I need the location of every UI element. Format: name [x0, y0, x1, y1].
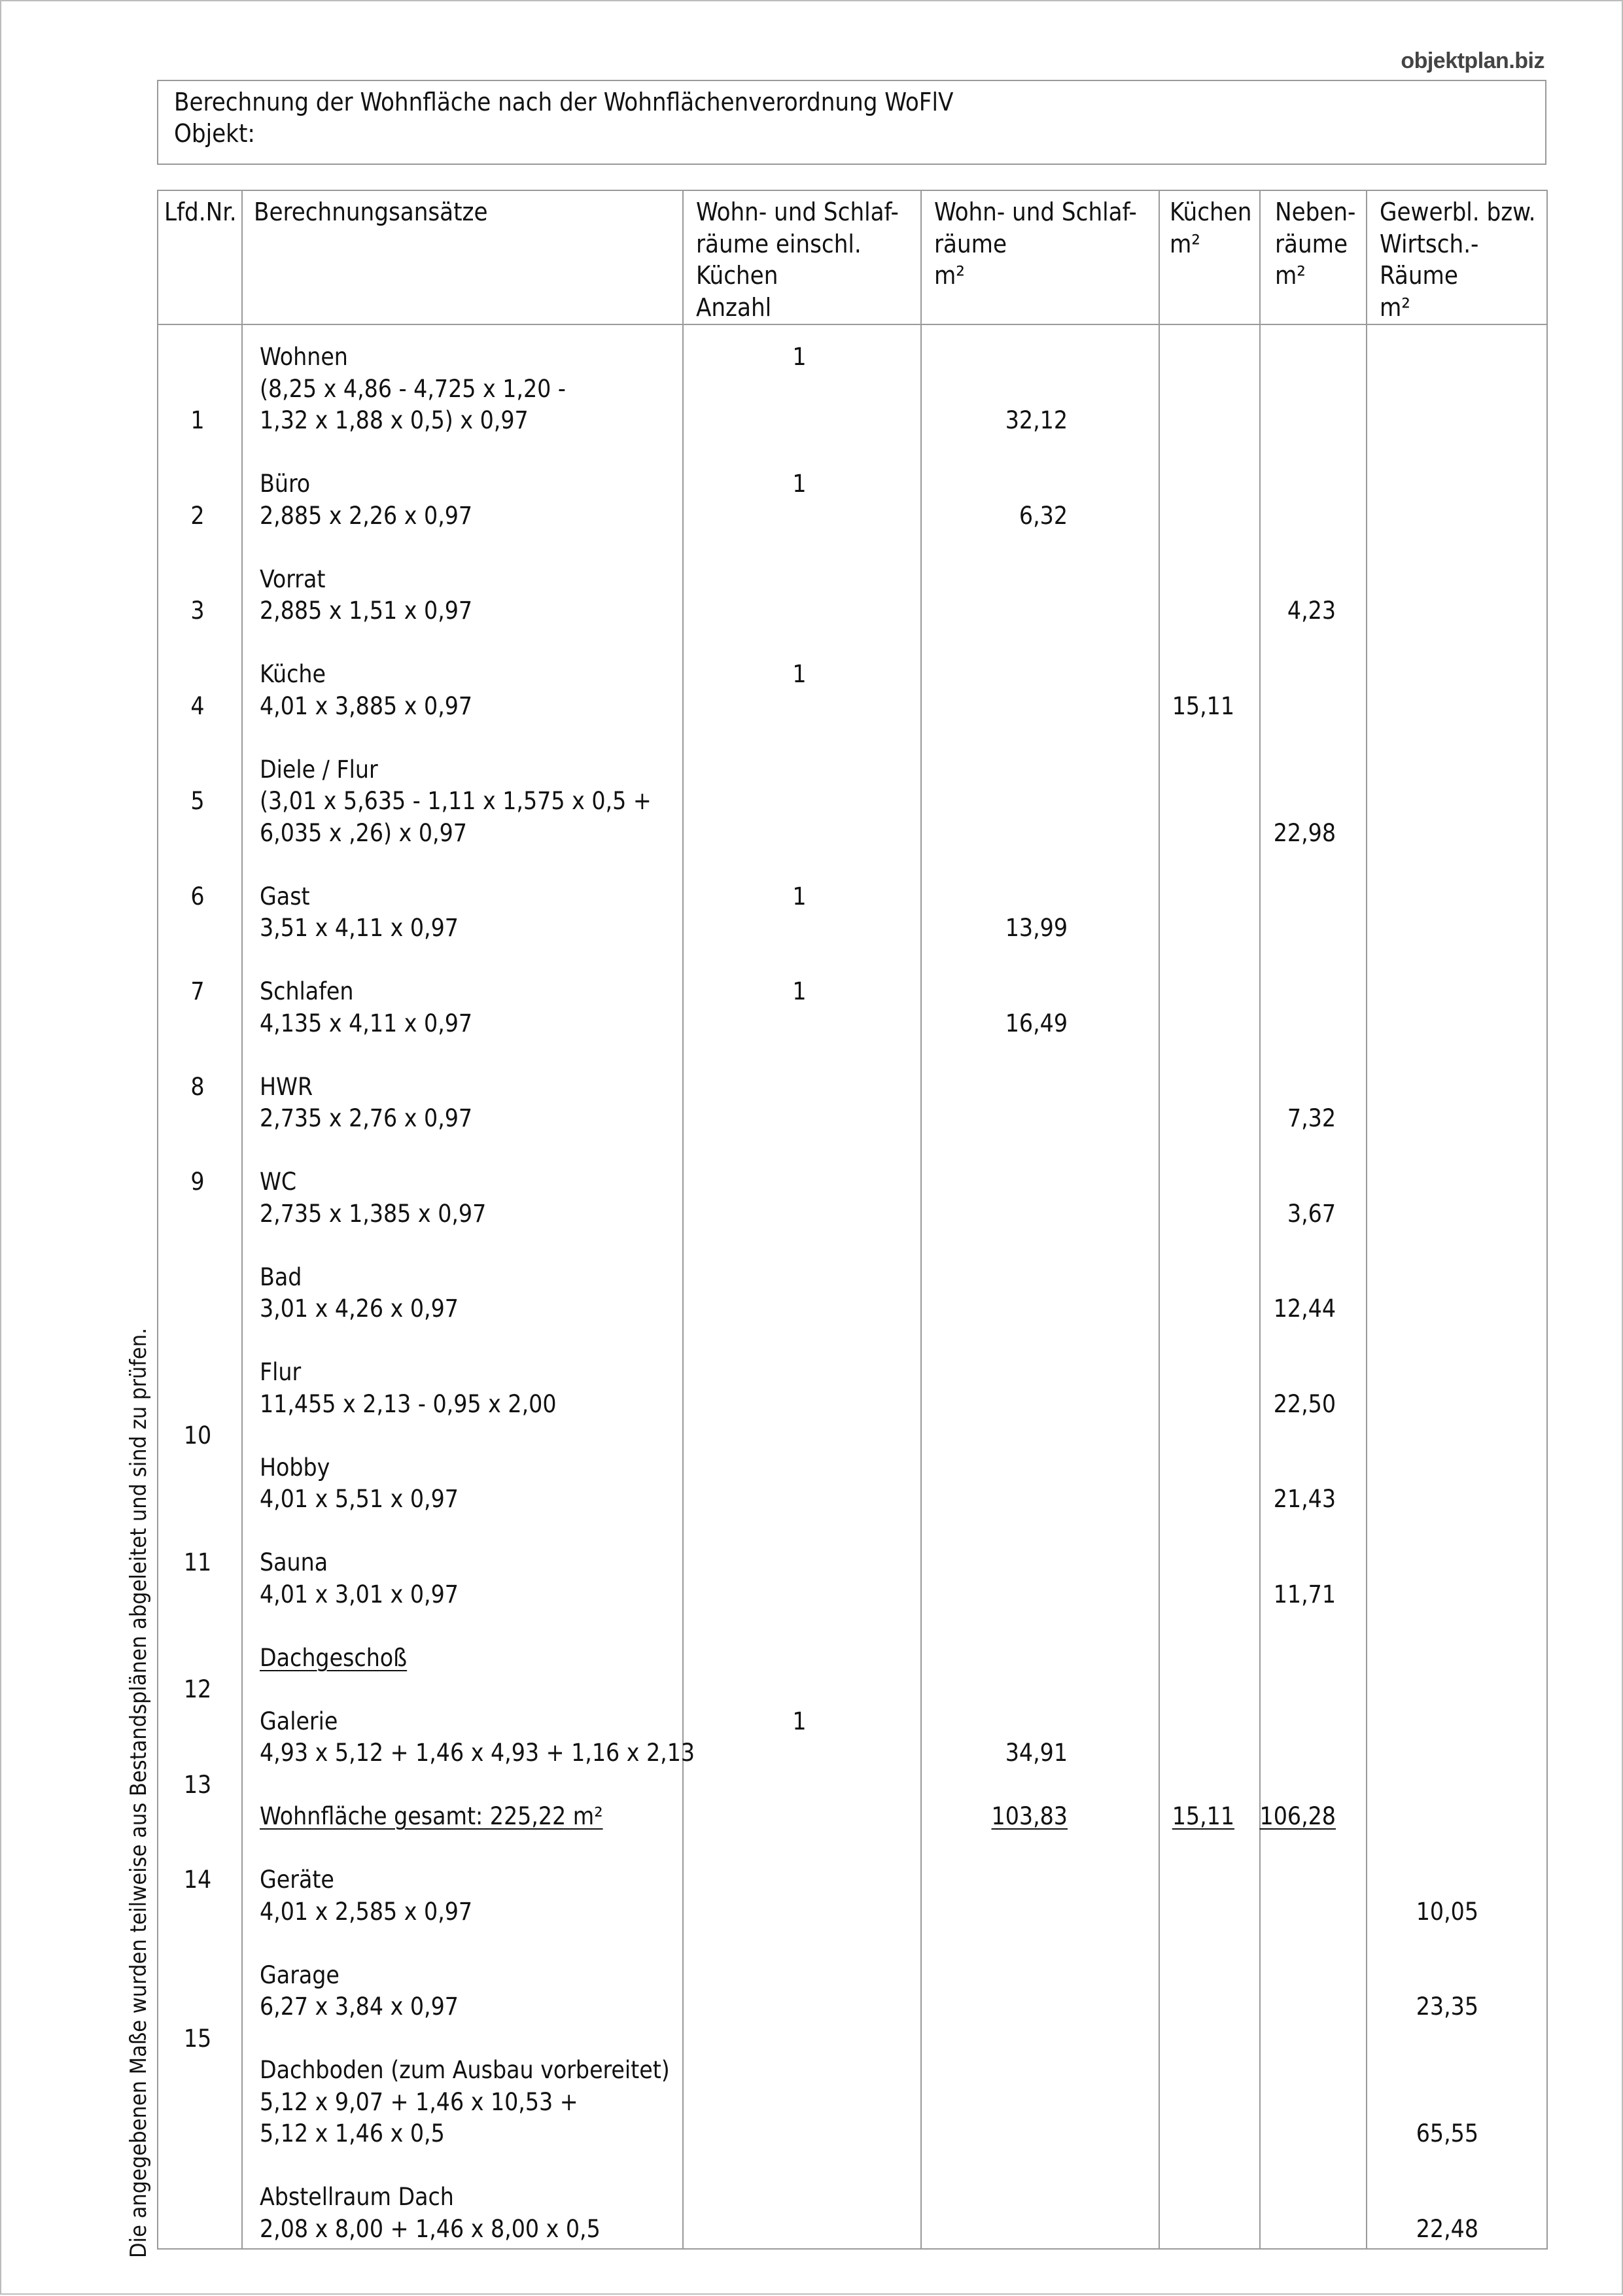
column-header-line: Gewerbl. bzw. [1380, 198, 1536, 226]
lfd-number: 9 [190, 1168, 205, 1196]
item-name: Flur [260, 1358, 302, 1386]
item-formula: 5,12 x 1,46 x 0,5 [260, 2119, 445, 2148]
item-formula: 6,035 x ,26) x 0,97 [260, 818, 467, 847]
item-formula: 3,51 x 4,11 x 0,97 [260, 914, 459, 942]
item-name: Vorrat [260, 565, 326, 593]
column-header-line: m² [934, 261, 965, 290]
item-name: Büro [260, 470, 311, 498]
area-value: 34,91 [1005, 1739, 1068, 1767]
item-name: HWR [260, 1072, 313, 1101]
item-name: WC [260, 1168, 297, 1196]
lfd-number: 8 [190, 1072, 205, 1101]
area-value: 65,55 [1416, 2119, 1478, 2148]
area-value: 32,12 [1005, 406, 1068, 434]
lfd-number: 11 [183, 1548, 212, 1576]
item-name: Bad [260, 1262, 302, 1291]
room-count: 1 [792, 977, 807, 1005]
item-formula: 4,01 x 5,51 x 0,97 [260, 1485, 459, 1513]
room-count: 1 [792, 343, 807, 371]
table-column-divider [241, 190, 243, 2248]
document-title: Berechnung der Wohnfläche nach der Wohnflächenverordnung WoFlV [174, 88, 954, 116]
item-formula: 4,01 x 2,585 x 0,97 [260, 1897, 473, 1926]
room-count: 1 [792, 470, 807, 498]
column-header-line: m² [1275, 261, 1306, 290]
item-formula: (3,01 x 5,635 - 1,11 x 1,575 x 0,5 + [260, 787, 652, 815]
column-header-line: Küchen [696, 261, 778, 290]
lfd-number: 10 [183, 1421, 212, 1450]
column-header-line: räume [934, 229, 1007, 258]
column-header-line: Räume [1380, 261, 1458, 290]
table-row-divider [157, 324, 1548, 325]
area-value: 22,50 [1273, 1389, 1336, 1418]
lfd-number: 4 [190, 691, 205, 720]
item-name: Dachgeschoß [260, 1643, 408, 1672]
brand-logo-text: objektplan.biz [1401, 48, 1544, 73]
area-value: 12,44 [1273, 1295, 1336, 1323]
table-column-divider [682, 190, 684, 2248]
room-count: 1 [792, 1707, 807, 1735]
column-header-line: Neben- [1275, 198, 1356, 226]
object-label: Objekt: [174, 119, 255, 148]
item-name: Garage [260, 1960, 340, 1989]
column-header-line: räume einschl. [696, 229, 862, 258]
column-header-line: Wirtsch.- [1380, 229, 1479, 258]
lfd-number: 1 [190, 406, 205, 434]
lfd-number: 15 [183, 2024, 212, 2053]
area-value: 23,35 [1416, 1992, 1478, 2021]
calculation-table [1, 1, 1623, 2296]
lfd-number: 3 [190, 597, 205, 625]
area-value: 11,71 [1273, 1580, 1336, 1609]
room-count: 1 [792, 882, 807, 911]
table-column-divider [1159, 190, 1160, 2248]
item-name: Diele / Flur [260, 755, 378, 784]
item-formula: 4,93 x 5,12 + 1,46 x 4,93 + 1,16 x 2,13 [260, 1739, 695, 1767]
column-header-line: Wohn- und Schlaf- [696, 198, 899, 226]
area-value: 22,48 [1416, 2214, 1478, 2243]
total-kueche: 15,11 [1172, 1802, 1234, 1830]
item-formula: 3,01 x 4,26 x 0,97 [260, 1295, 459, 1323]
table-column-divider [1366, 190, 1367, 2248]
table-row-divider [157, 190, 1548, 191]
area-value: 13,99 [1005, 914, 1068, 942]
item-formula: 2,885 x 2,26 x 0,97 [260, 501, 473, 530]
total-neben: 106,28 [1259, 1802, 1336, 1830]
item-formula: 2,735 x 2,76 x 0,97 [260, 1104, 473, 1132]
area-value: 6,32 [1019, 501, 1068, 530]
column-header-line: m² [1380, 292, 1410, 322]
lfd-number: 12 [183, 1675, 212, 1703]
item-formula: 4,01 x 3,01 x 0,97 [260, 1580, 459, 1609]
area-value: 7,32 [1287, 1104, 1336, 1132]
lfd-number: 6 [190, 882, 205, 911]
table-row-divider [157, 2248, 1548, 2250]
item-name: Sauna [260, 1548, 328, 1576]
item-name: Küche [260, 660, 326, 688]
column-header-line: räume [1275, 229, 1348, 258]
item-formula: 4,135 x 4,11 x 0,97 [260, 1009, 473, 1037]
lfd-number: 2 [190, 501, 205, 530]
item-formula: 2,08 x 8,00 + 1,46 x 8,00 x 0,5 [260, 2214, 601, 2243]
item-name: Gast [260, 882, 310, 911]
lfd-number: 7 [190, 977, 205, 1005]
item-formula: (8,25 x 4,86 - 4,725 x 1,20 - [260, 374, 566, 403]
column-header-line: Berechnungsansätze [254, 198, 488, 226]
total-label: Wohnfläche gesamt: 225,22 m² [260, 1802, 603, 1830]
item-name: Hobby [260, 1453, 330, 1482]
lfd-number: 13 [183, 1770, 212, 1799]
item-name: Wohnen [260, 343, 348, 371]
column-header-line: Wohn- und Schlaf- [934, 198, 1137, 226]
item-name: Abstellraum Dach [260, 2183, 454, 2211]
column-header-line: Anzahl [696, 292, 772, 322]
table-column-divider [920, 190, 922, 2248]
item-formula: 2,885 x 1,51 x 0,97 [260, 597, 473, 625]
item-name: Dachboden (zum Ausbau vorbereitet) [260, 2056, 670, 2084]
item-formula: 2,735 x 1,385 x 0,97 [260, 1199, 487, 1228]
area-value: 4,23 [1287, 597, 1336, 625]
item-name: Schlafen [260, 977, 354, 1005]
column-header-line: m² [1170, 229, 1200, 258]
area-value: 16,49 [1005, 1009, 1068, 1037]
item-formula: 1,32 x 1,88 x 0,5) x 0,97 [260, 406, 529, 434]
room-count: 1 [792, 660, 807, 688]
item-formula: 11,455 x 2,13 - 0,95 x 2,00 [260, 1389, 557, 1418]
table-column-divider [1546, 190, 1548, 2248]
area-value: 15,11 [1172, 691, 1234, 720]
column-header-line: Lfd.Nr. [164, 198, 237, 226]
side-note: Die angegebenen Maße wurden teilweise aus Bestandsplänen abgeleitet und sind zu prüfen. [126, 1328, 152, 2258]
column-header-line: Küchen [1170, 198, 1252, 226]
total-wohn: 103,83 [991, 1802, 1068, 1830]
area-value: 21,43 [1273, 1485, 1336, 1513]
item-name: Galerie [260, 1707, 338, 1735]
item-name: Geräte [260, 1866, 334, 1894]
item-formula: 6,27 x 3,84 x 0,97 [260, 1992, 459, 2021]
area-value: 3,67 [1287, 1199, 1336, 1228]
table-column-divider [157, 190, 158, 2248]
area-value: 22,98 [1273, 818, 1336, 847]
item-formula: 5,12 x 9,07 + 1,46 x 10,53 + [260, 2087, 578, 2116]
area-value: 10,05 [1416, 1897, 1478, 1926]
lfd-number: 5 [190, 787, 205, 815]
lfd-number: 14 [183, 1866, 212, 1894]
item-formula: 4,01 x 3,885 x 0,97 [260, 691, 473, 720]
